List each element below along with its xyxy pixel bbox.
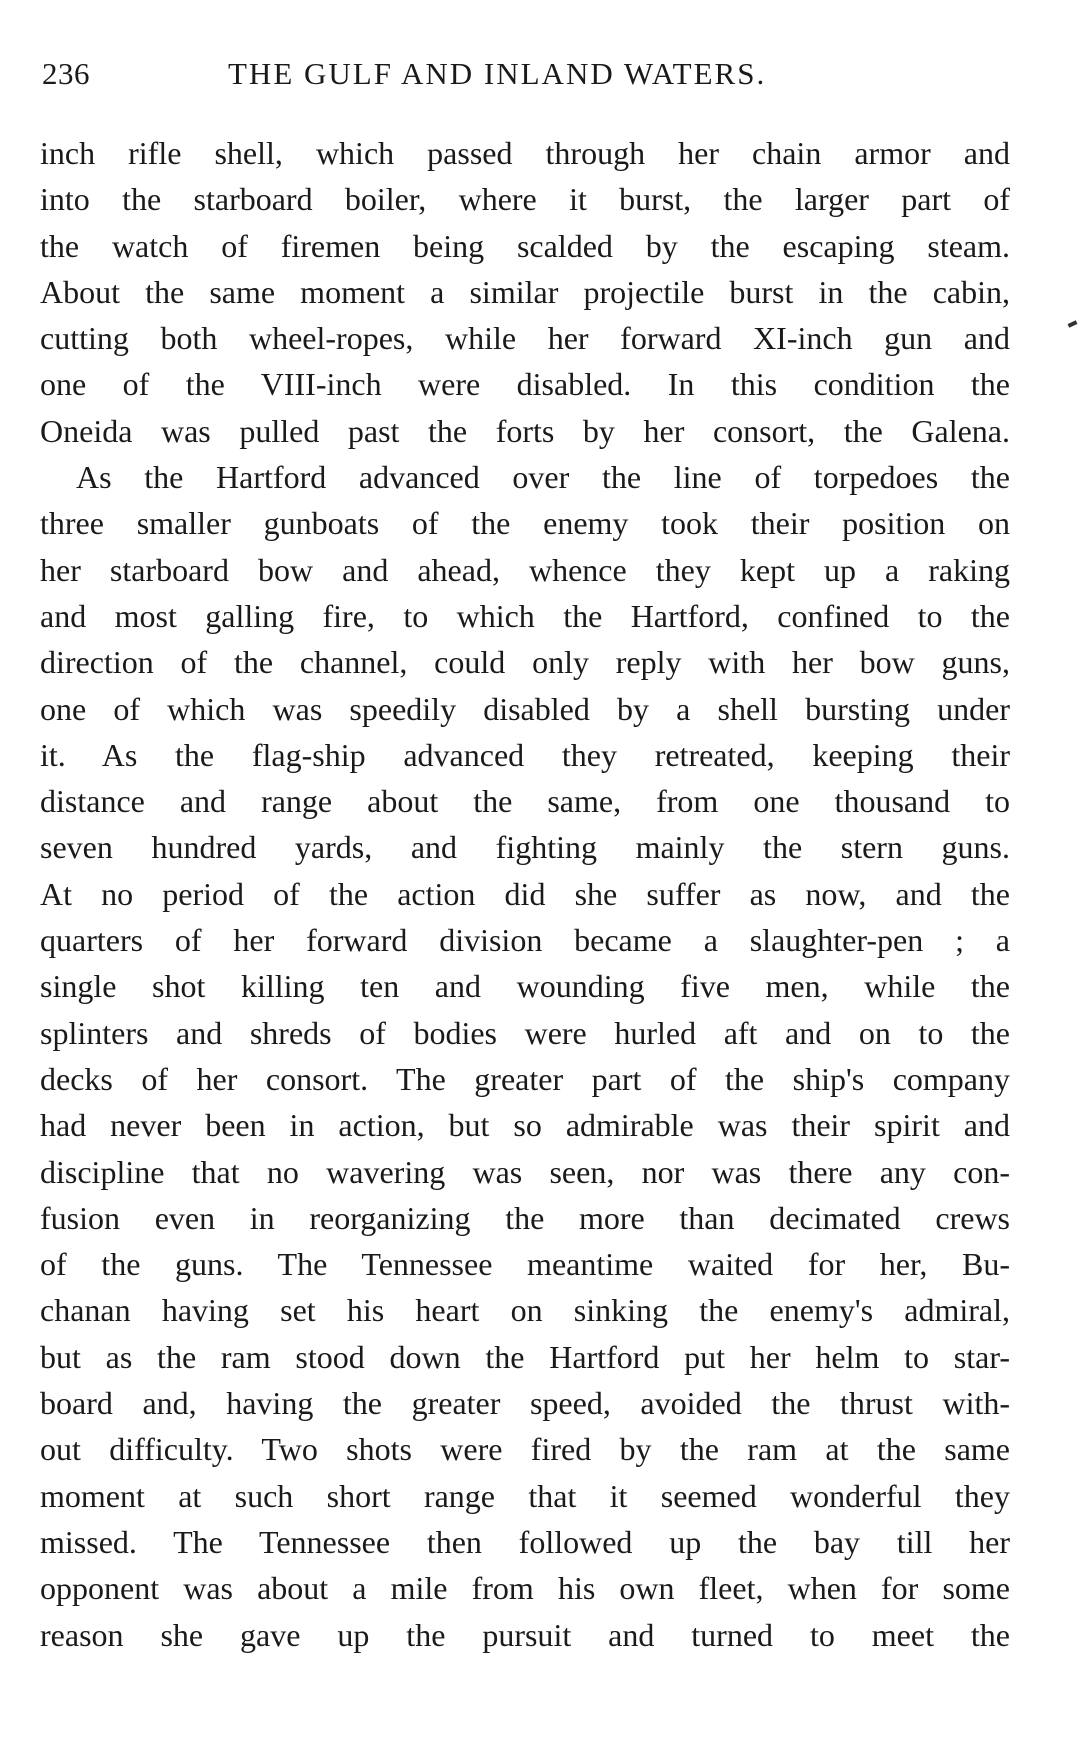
text-line: cutting both wheel-ropes, while her forward XI-inch gun and xyxy=(40,320,1010,357)
running-title: THE GULF AND INLAND WATERS. xyxy=(228,56,767,91)
text-line: single shot killing ten and wounding five men, while the xyxy=(40,968,1010,1005)
text-line: reason she gave up the pursuit and turned to meet the xyxy=(40,1616,1010,1653)
text-line: out difficulty. Two shots were fired by the ram at the same xyxy=(40,1431,1010,1468)
body-text xyxy=(40,130,1010,1658)
text-line: three smaller gunboats of the enemy took their position on xyxy=(40,505,1010,542)
text-line: decks of her consort. The greater part of the ship's company xyxy=(40,1060,1010,1097)
text-line: fusion even in reorganizing the more than decimated crews xyxy=(40,1199,1010,1236)
text-line: opponent was about a mile from his own fleet, when for some xyxy=(40,1570,1010,1607)
text-line: but as the ram stood down the Hartford put her helm to star- xyxy=(40,1338,1010,1375)
text-line: missed. The Tennessee then followed up the bay till her xyxy=(40,1523,1010,1560)
text-line: had never been in action, but so admirable was their spirit and xyxy=(40,1107,1010,1144)
text-line: moment at such short range that it seemed wonderful they xyxy=(40,1477,1010,1514)
text-line: board and, having the greater speed, avoided the thrust with- xyxy=(40,1385,1010,1422)
text-line: chanan having set his heart on sinking the enemy's admiral, xyxy=(40,1292,1010,1329)
text-line: her starboard bow and ahead, whence they kept up a raking xyxy=(40,551,1010,588)
text-line: About the same moment a similar projectile burst in the cabin, xyxy=(40,273,1010,310)
text-line: direction of the channel, could only reply with her bow guns, xyxy=(40,644,1010,681)
paragraph-first-line: As the Hartford advanced over the line of torpedoes the xyxy=(76,459,1010,496)
margin-ink-mark xyxy=(1068,320,1078,327)
text-line: quarters of her forward division became a slaughter-pen ; a xyxy=(40,922,1010,959)
text-line: Oneida was pulled past the forts by her consort, the Galena. xyxy=(40,412,1010,449)
text-line: one of which was speedily disabled by a shell bursting under xyxy=(40,690,1010,727)
running-head xyxy=(42,54,1042,94)
text-line: of the guns. The Tennessee meantime waited for her, Bu- xyxy=(40,1246,1010,1283)
text-line: At no period of the action did she suffer as now, and the xyxy=(40,875,1010,912)
text-line: into the starboard boiler, where it burst, the larger part of xyxy=(40,181,1010,218)
text-line: splinters and shreds of bodies were hurled aft and on to the xyxy=(40,1014,1010,1051)
text-line: seven hundred yards, and fighting mainly the stern guns. xyxy=(40,829,1010,866)
page-number: 236 xyxy=(42,56,90,91)
text-line: the watch of firemen being scalded by the escaping steam. xyxy=(40,227,1010,264)
text-line: inch rifle shell, which passed through her chain armor and xyxy=(40,135,1010,171)
text-line: it. As the flag-ship advanced they retreated, keeping their xyxy=(40,736,1010,773)
text-line: and most galling fire, to which the Hartford, confined to the xyxy=(40,597,1010,634)
text-line: discipline that no wavering was seen, nor was there any con- xyxy=(40,1153,1010,1190)
text-line: distance and range about the same, from one thousand to xyxy=(40,783,1010,820)
text-line: one of the VIII-inch were disabled. In this condition the xyxy=(40,366,1010,403)
